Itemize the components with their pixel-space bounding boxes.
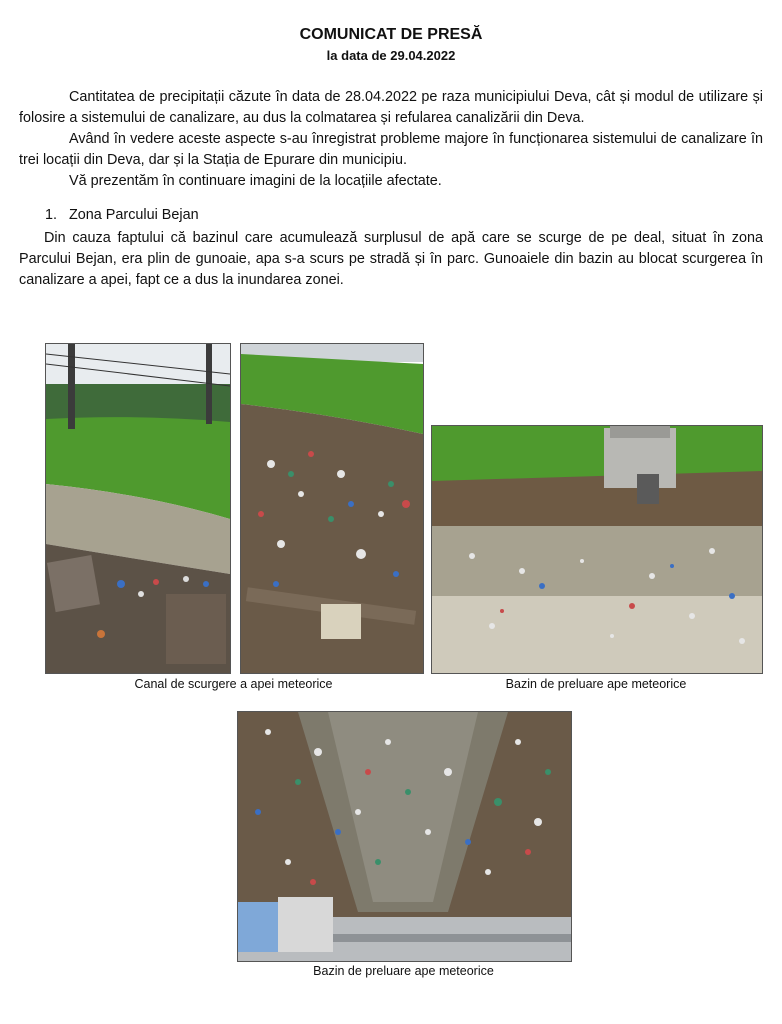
date-line: la data de 29.04.2022 [326, 48, 456, 63]
paragraph-2 [19, 129, 763, 171]
section-body [19, 228, 763, 291]
page-title: COMUNICAT DE PRESĂ [299, 26, 483, 43]
paragraph-1 [19, 87, 763, 129]
section-heading [45, 207, 199, 223]
caption-bazin-right: Bazin de preluare ape meteorice [505, 677, 687, 691]
photo-drainage-channel [237, 711, 572, 962]
section-body-text: Din cauza faptului că bazinul care acumulează surplusul de apă care se scurge de pe deal, situat în zona Parcului Bejan, era plin de gunoaie, apa s-a scurs pe stradă și în parc. Gunoaiele din bazin au blocat scurgerea în canalizare a apei, fapt ce a dus la inundarea zonei. [19, 230, 763, 288]
caption-canal: Canal de scurgere a apei meteorice [134, 677, 333, 691]
paragraph-1-text: Cantitatea de precipitații căzute în data de 28.04.2022 pe raza municipiului Deva, cât și modul de utilizare și folosire a sistemului de canalizare, au dus la colmatarea și refularea canalizării din Deva. [19, 89, 763, 126]
caption-bazin-bottom: Bazin de preluare ape meteorice [313, 964, 494, 978]
photo-canal [45, 343, 231, 674]
section-number: 1. [45, 207, 58, 223]
photo-flooded-basin [431, 425, 763, 674]
section-title: Zona Parcului Bejan [69, 207, 199, 223]
paragraph-2-text: Având în vedere aceste aspecte s-au înregistrat probleme majore în funcționarea sistemului de canalizare în trei locații din Deva, dar și la Stația de Epurare din municipiu. [19, 131, 763, 168]
paragraph-3-text: Vă prezentăm în continuare imagini de la locațiile afectate. [69, 173, 442, 189]
paragraph-3 [19, 171, 763, 192]
photo-trash-slope [240, 343, 424, 674]
